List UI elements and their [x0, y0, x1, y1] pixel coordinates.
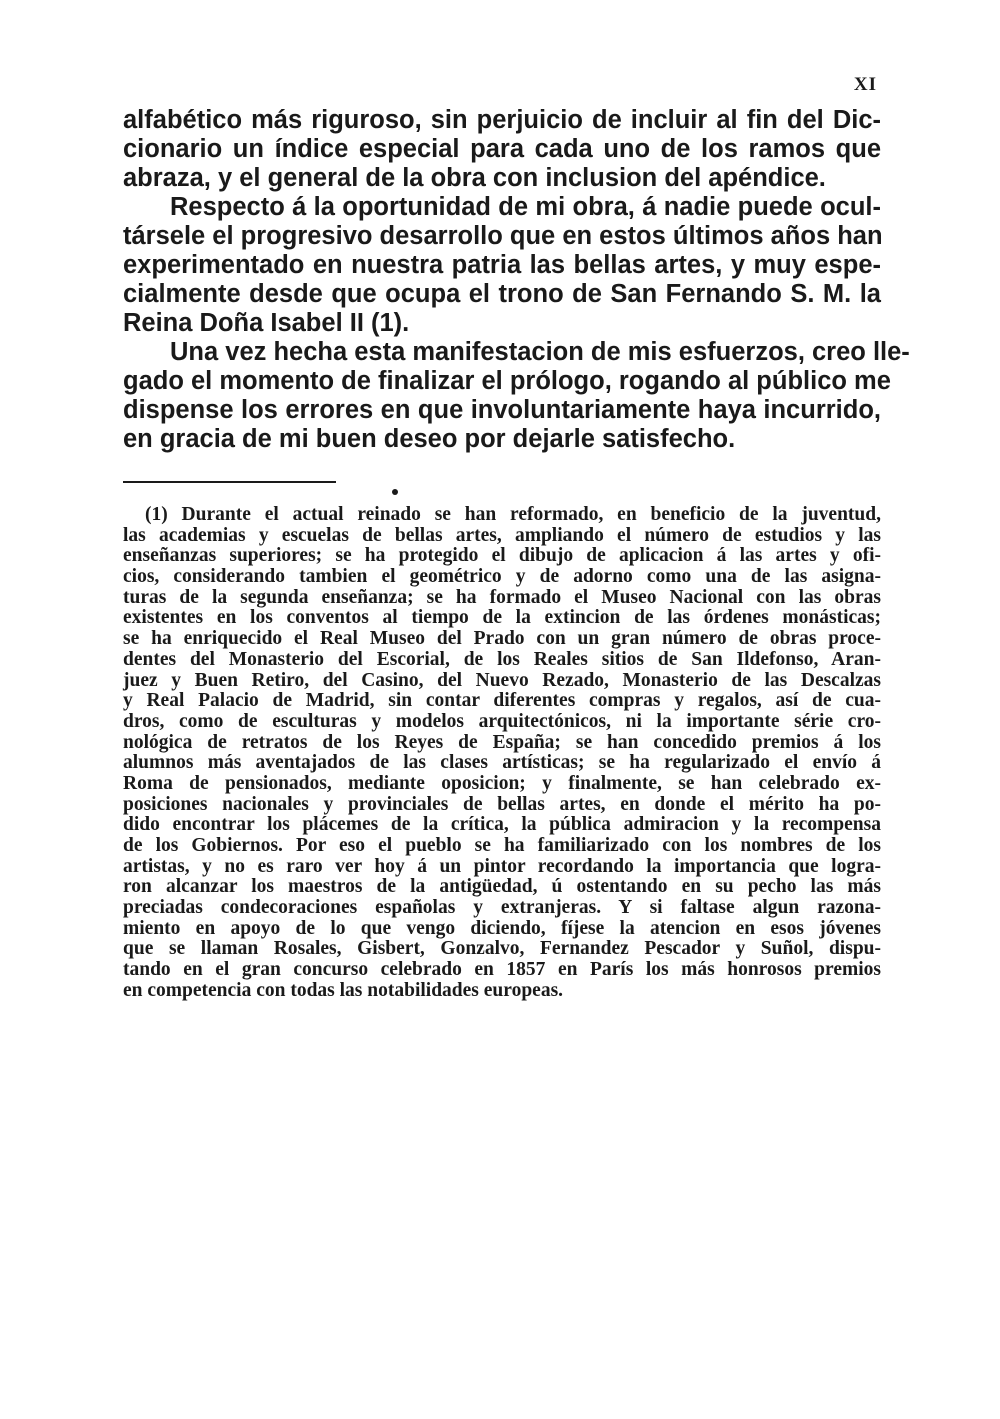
- main-line: cionario un índice especial para cada uno de los ramos que: [123, 135, 881, 163]
- footnote-block: [123, 505, 881, 1002]
- main-line: gado el momento de finalizar el prólogo, rogando al público me: [123, 367, 891, 395]
- footnote-separator-rule: [123, 481, 336, 483]
- main-line: cialmente desde que ocupa el trono de San Fernando S. M. la: [123, 280, 881, 308]
- main-line: Reina Doña Isabel II (1).: [123, 309, 410, 337]
- footnote-line: nológica de retratos de los Reyes de España; se han concedido premios á los: [123, 731, 881, 753]
- footnote-line: dentes del Monasterio del Escorial, de los Reales sitios de San Ildefonso, Aran-: [123, 648, 881, 670]
- footnote-line: tando en el gran concurso celebrado en 1857 en París los más honrosos premios: [123, 959, 881, 981]
- page-number: XI: [853, 74, 877, 95]
- footnote-line: alumnos más aventajados de las clases artísticas; se ha regularizado el envío á: [123, 752, 881, 774]
- main-line: Respecto á la oportunidad de mi obra, á nadie puede ocul-: [170, 193, 881, 221]
- footnote-line: juez y Buen Retiro, del Casino, del Nuevo Rezado, Monasterio de las Descalzas: [123, 669, 881, 691]
- footnote-line: de los Gobiernos. Por eso el pueblo se ha familiarizado con los nombres de los: [123, 835, 881, 856]
- main-line: abraza, y el general de la obra con inclusion del apéndice.: [123, 164, 826, 192]
- footnote-line: miento en apoyo de lo que vengo diciendo, fíjese la atencion en esos jóvenes: [123, 917, 881, 939]
- footnote-line: y Real Palacio de Madrid, sin contar diferentes compras y regalos, así de cua-: [123, 690, 881, 712]
- main-text-block: [123, 106, 910, 454]
- footnote-line: ron alcanzar los maestros de la antigüedad, ú ostentando en su pecho las más: [123, 876, 881, 898]
- footnote-line: posiciones nacionales y provinciales de bellas artes, en donde el mérito ha po-: [123, 793, 881, 815]
- footnote-line: (1) Durante el actual reinado se han reformado, en beneficio de la juventud,: [145, 504, 881, 525]
- main-line: dispense los errores en que involuntariamente haya incurrido,: [123, 396, 881, 424]
- main-line: Una vez hecha esta manifestacion de mis esfuerzos, creo lle-: [170, 338, 910, 366]
- footnote-line: en competencia con todas las notabilidades europeas.: [123, 979, 564, 1001]
- footnote-line: dido encontrar los plácemes de la crítica, la pública admiracion y la recompensa: [123, 814, 881, 836]
- footnote-line: cios, considerando tambien el geométrico y de adorno como una de las asigna-: [123, 566, 881, 588]
- main-line: en gracia de mi buen deseo por dejarle satisfecho.: [123, 425, 736, 453]
- footnote-line: preciadas condecoraciones españolas y extranjeras. Y si faltase algun razona-: [123, 897, 881, 919]
- main-line: alfabético más riguroso, sin perjuicio de incluir al fin del Dic-: [123, 106, 881, 134]
- footnote-line: Roma de pensionados, mediante oposicion; y finalmente, se han celebrado ex-: [123, 772, 881, 794]
- footnote-line: existentes en los conventos al tiempo de la extincion de las órdenes monásticas;: [123, 607, 881, 629]
- footnote-line: dros, como de esculturas y modelos arquitectónicos, ni la importante série cro-: [123, 710, 881, 732]
- footnote-line: que se llaman Rosales, Gisbert, Gonzalvo, Fernandez Pescador y Suñol, dispu-: [123, 938, 881, 960]
- footnote-line: se ha enriquecido el Real Museo del Prado con un gran número de obras proce-: [123, 628, 881, 650]
- main-line: experimentado en nuestra patria las bellas artes, y muy espe-: [123, 251, 881, 279]
- footnote-line: las academias y escuelas de bellas artes, ampliando el número de estudios y las: [123, 524, 881, 546]
- footnote-line: enseñanzas superiores; se ha protegido el dibujo de aplicacion á las artes y ofi-: [123, 545, 881, 567]
- ink-dot: [392, 489, 398, 495]
- main-line: társele el progresivo desarrollo que en estos últimos años han: [123, 222, 883, 250]
- footnote-line: artistas, y no es raro ver hoy á un pintor recordando la importancia que logra-: [123, 855, 881, 877]
- footnote-line: turas de la segunda enseñanza; se ha formado el Museo Nacional con las obras: [123, 586, 881, 608]
